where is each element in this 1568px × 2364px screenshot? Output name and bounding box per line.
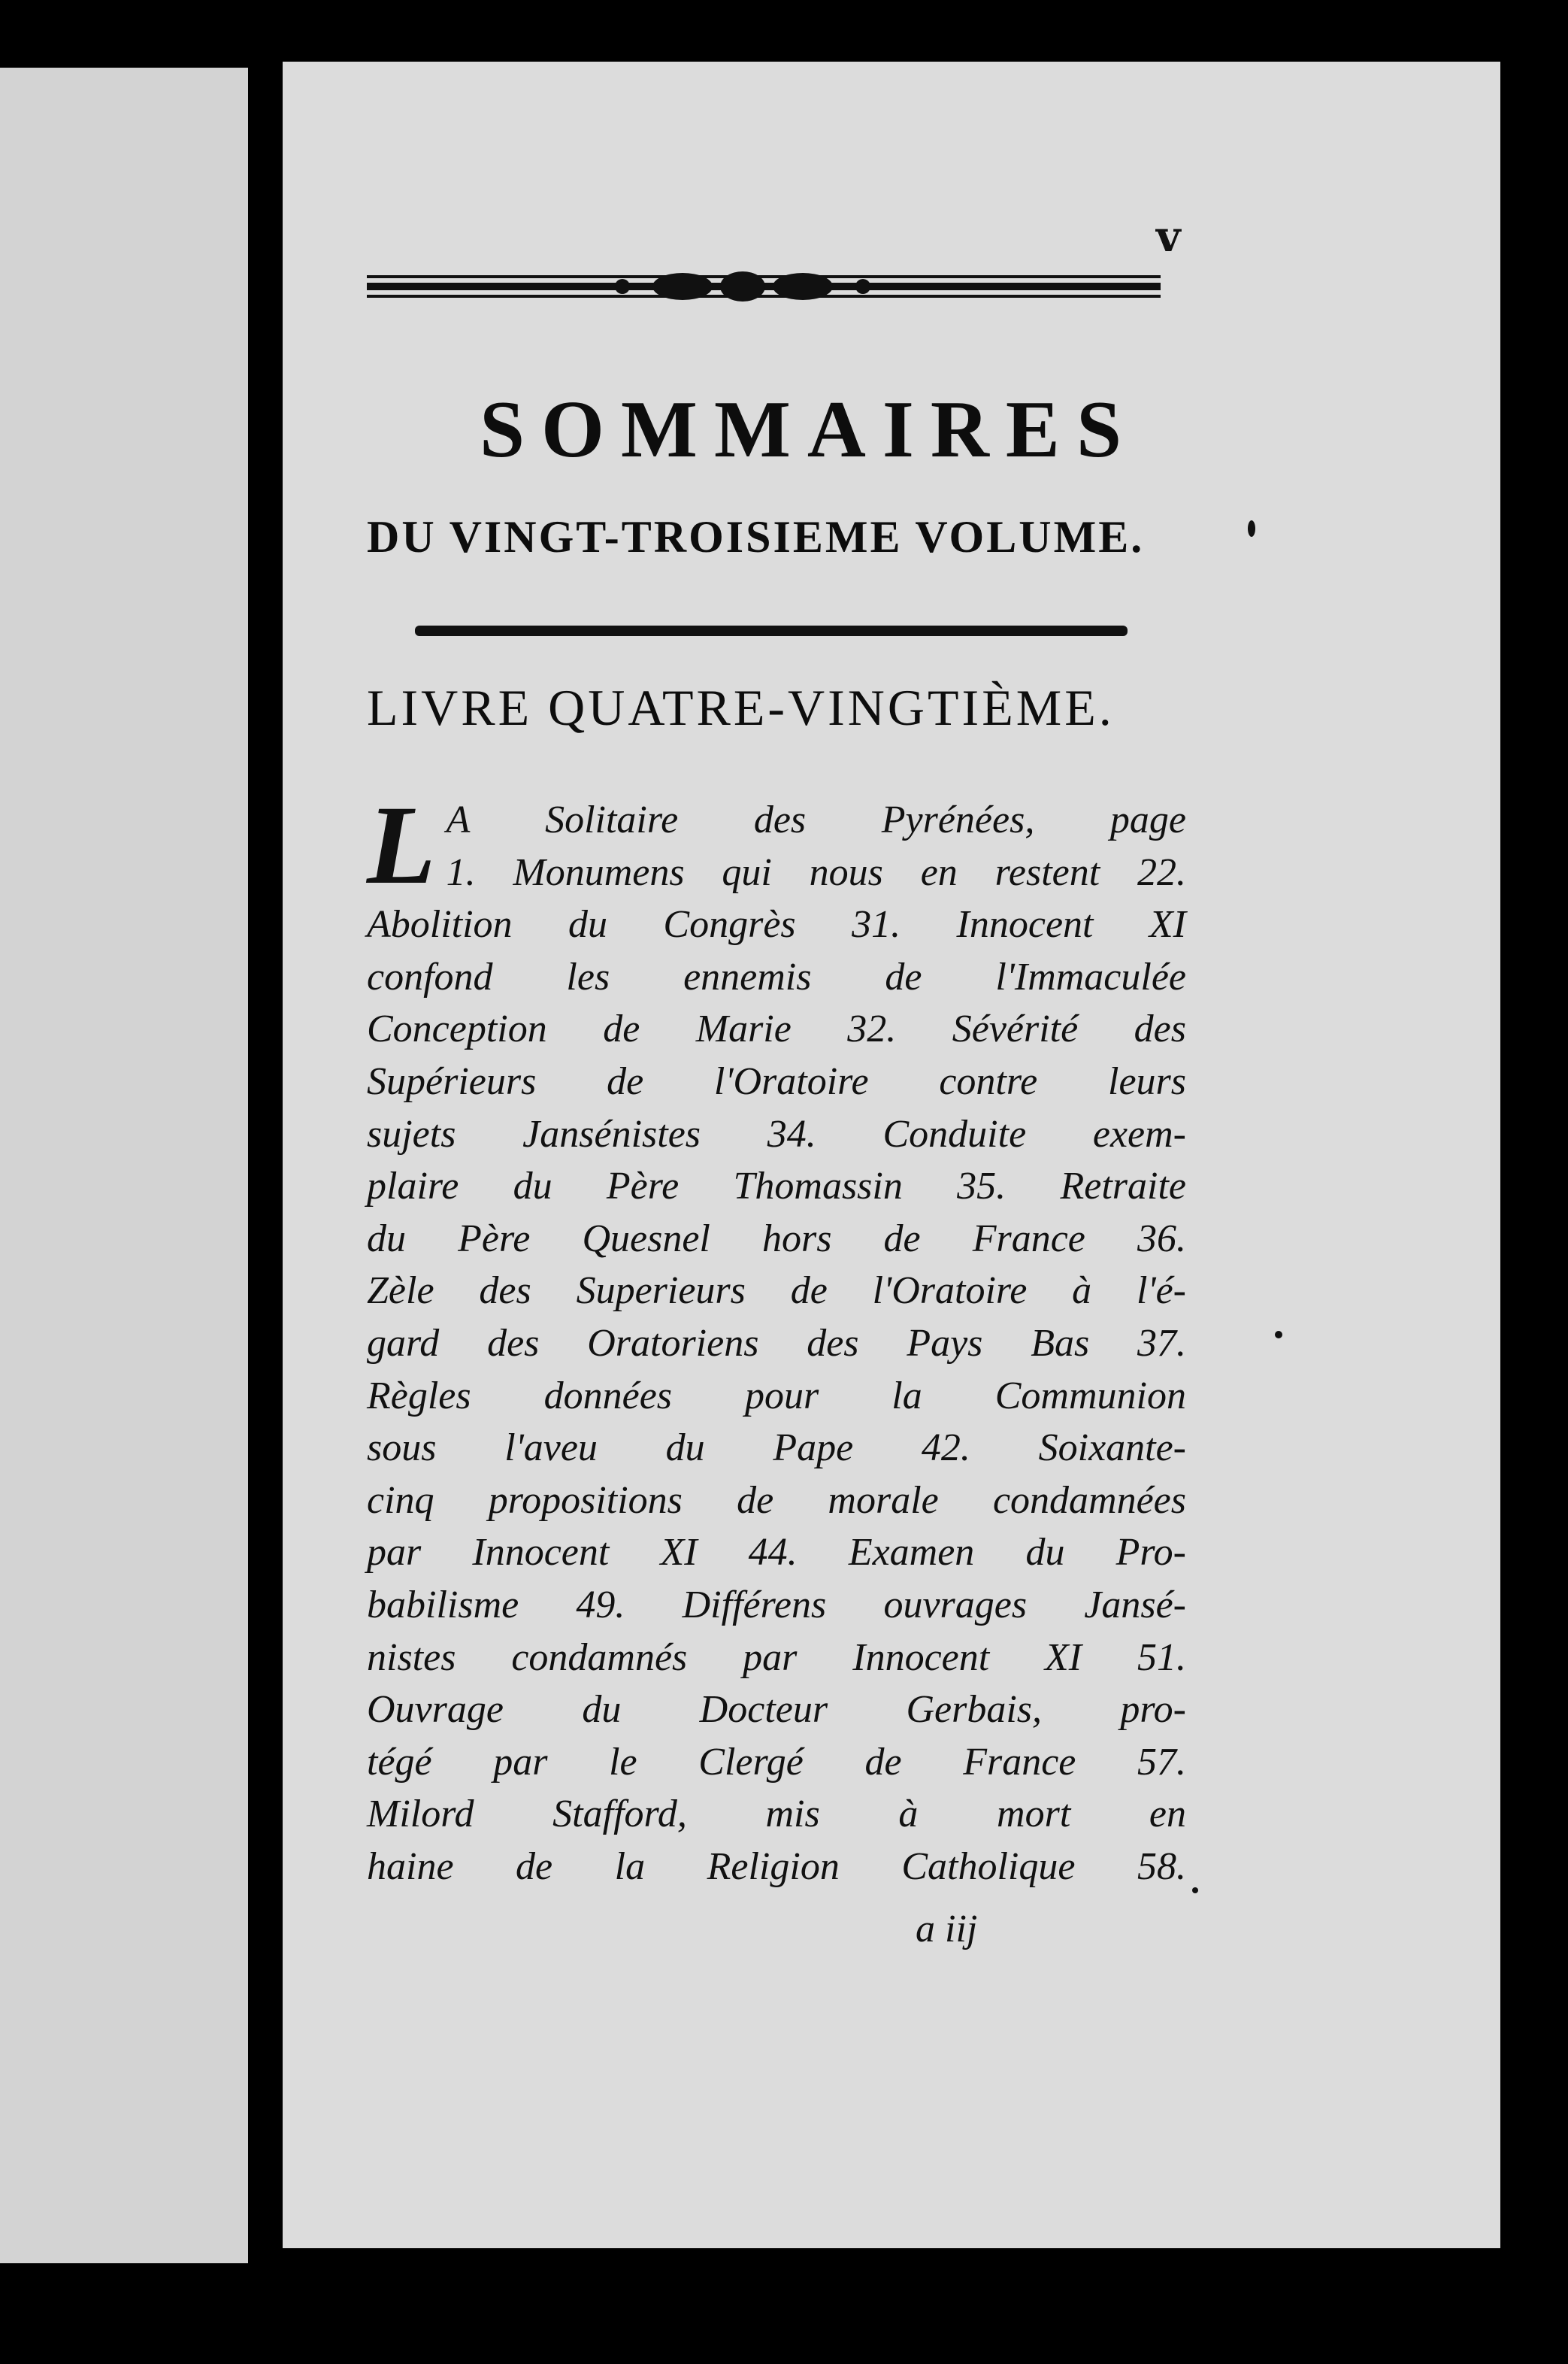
- summary-line: haine de la Religion Catholique 58.: [367, 1844, 1186, 1888]
- summary-line: sujets Jansénistes 34. Conduite exem-: [367, 1112, 1186, 1156]
- signature-mark: a iij: [916, 1908, 978, 1950]
- summary-line: Ouvrage du Docteur Gerbais, pro-: [367, 1688, 1186, 1732]
- ornamental-rule: [367, 269, 1161, 304]
- volume-subtitle: DU VINGT-TROISIEME VOLUME.: [367, 512, 1145, 562]
- ink-speck: [1192, 1887, 1198, 1893]
- summary-line: plaire du Père Thomassin 35. Retraite: [367, 1165, 1186, 1208]
- summary-paragraph: [367, 783, 1186, 1893]
- summary-line: Supérieurs de l'Oratoire contre leurs: [367, 1059, 1186, 1103]
- ink-speck: [1248, 520, 1255, 537]
- summary-line: du Père Quesnel hors de France 36.: [367, 1217, 1186, 1260]
- book-page: [283, 62, 1500, 2248]
- facing-page-edge: [0, 68, 248, 2263]
- summary-line: sous l'aveu du Pape 42. Soixante-: [367, 1426, 1186, 1470]
- summary-line: A Solitaire des Pyrénées, page: [446, 799, 1186, 841]
- summary-line: Zèle des Superieurs de l'Oratoire à l'é-: [367, 1269, 1186, 1313]
- page-mark: v: [1156, 212, 1181, 262]
- page-title: SOMMAIRES: [479, 385, 1139, 474]
- divider-rule: [415, 626, 1128, 636]
- summary-line: Milord Stafford, mis à mort en: [367, 1793, 1186, 1836]
- drop-cap: L: [367, 783, 436, 908]
- summary-line: tégé par le Clergé de France 57.: [367, 1740, 1186, 1784]
- summary-line: nistes condamnés par Innocent XI 51.: [367, 1635, 1186, 1679]
- summary-line: Règles données pour la Communion: [367, 1374, 1186, 1417]
- summary-line: babilisme 49. Différens ouvrages Jansé-: [367, 1583, 1186, 1626]
- summary-line: gard des Oratoriens des Pays Bas 37.: [367, 1321, 1186, 1365]
- book-heading: LIVRE QUATRE-VINGTIÈME.: [367, 679, 1115, 736]
- summary-line: confond les ennemis de l'Immaculée: [367, 955, 1186, 999]
- summary-line: Conception de Marie 32. Sévérité des: [367, 1008, 1186, 1051]
- summary-line: Abolition du Congrès 31. Innocent XI: [367, 903, 1186, 947]
- summary-line: 1. Monumens qui nous en restent 22.: [446, 850, 1186, 894]
- ink-speck: [1275, 1331, 1282, 1338]
- summary-line: par Innocent XI 44. Examen du Pro-: [367, 1531, 1186, 1574]
- summary-line: cinq propositions de morale condamnées: [367, 1478, 1186, 1522]
